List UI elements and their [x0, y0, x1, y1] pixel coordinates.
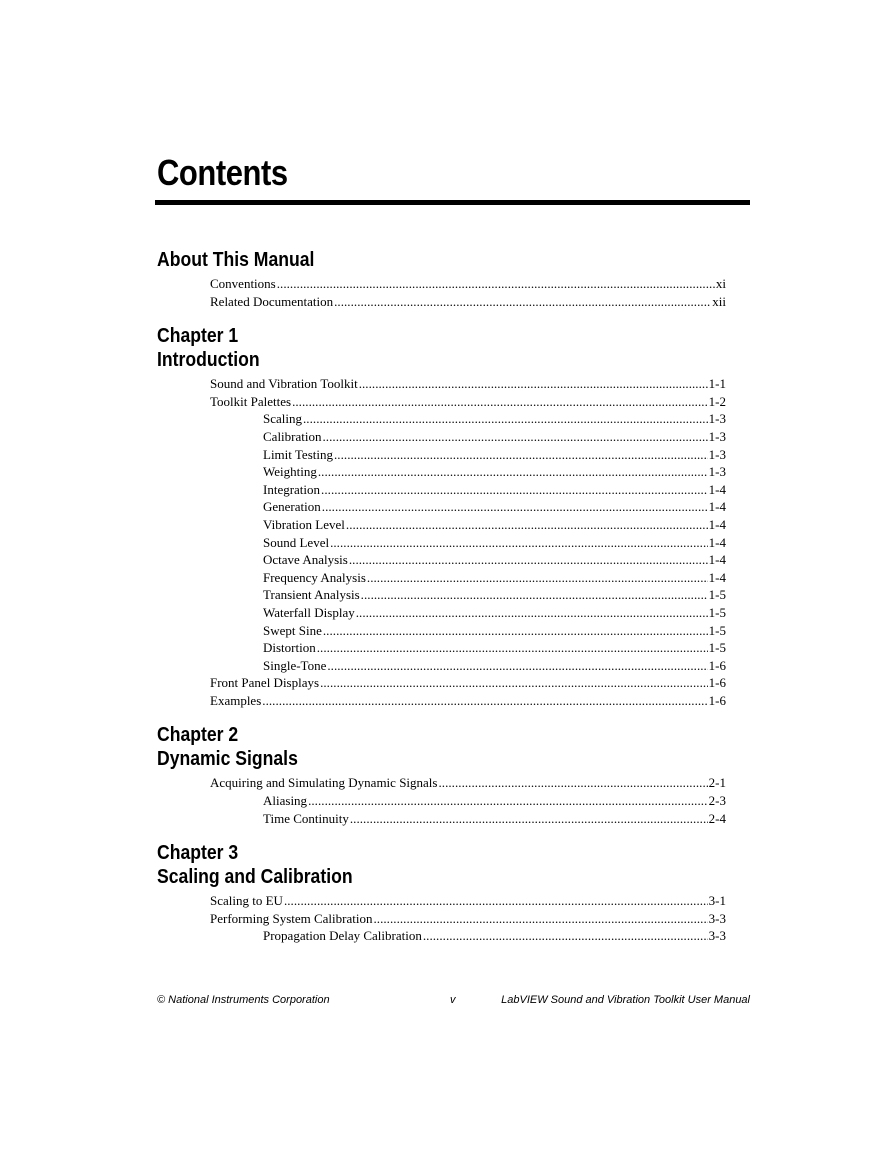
- dot-leader: [292, 393, 708, 411]
- toc-entry-label: Performing System Calibration: [210, 910, 373, 926]
- toc-entry-page: 1-6: [708, 675, 726, 691]
- toc-entry[interactable]: [263, 498, 726, 516]
- toc-entry-page: 1-3: [708, 411, 726, 427]
- toc-entry-page: 1-4: [708, 552, 726, 568]
- dot-leader: [327, 657, 707, 675]
- toc-entry[interactable]: [210, 910, 726, 928]
- toc-entry-page: 1-4: [708, 516, 726, 532]
- toc-entry[interactable]: [263, 516, 726, 534]
- toc-entry[interactable]: [263, 792, 726, 810]
- dot-leader: [334, 293, 711, 311]
- toc-entry-page: 2-4: [708, 810, 726, 826]
- toc-entry-label: Vibration Level: [263, 516, 345, 532]
- toc-entry-label: Toolkit Palettes: [210, 393, 292, 409]
- footer-copyright: © National Instruments Corporation: [157, 994, 330, 1006]
- toc-entry[interactable]: [263, 428, 726, 446]
- toc-entry-label: Scaling: [263, 411, 302, 427]
- toc-entry-label: Front Panel Displays: [210, 675, 320, 691]
- toc-entry-label: Examples: [210, 692, 262, 708]
- dot-leader: [308, 792, 708, 810]
- dot-leader: [323, 428, 708, 446]
- toc-entry-page: 1-1: [708, 376, 726, 392]
- toc-entry-label: Sound and Vibration Toolkit: [210, 376, 358, 392]
- dot-leader: [330, 534, 708, 552]
- toc-section: [157, 841, 750, 945]
- toc-entry[interactable]: [210, 275, 726, 293]
- toc-entry-page: 1-3: [708, 428, 726, 444]
- toc-entry-page: 1-4: [708, 499, 726, 515]
- dot-leader: [322, 498, 708, 516]
- toc-entry-label: Time Continuity: [263, 810, 349, 826]
- toc-entry-page: 1-4: [708, 481, 726, 497]
- dot-leader: [361, 586, 708, 604]
- title-rule: [155, 200, 750, 205]
- dot-leader: [323, 622, 708, 640]
- toc-entry[interactable]: [263, 534, 726, 552]
- dot-leader: [356, 604, 708, 622]
- toc-entry[interactable]: [263, 927, 726, 945]
- toc-entry-page: 1-2: [708, 393, 726, 409]
- dot-leader: [262, 692, 707, 710]
- toc-entry-label: Transient Analysis: [263, 587, 360, 603]
- dot-leader: [317, 639, 708, 657]
- toc-entry-label: Propagation Delay Calibration: [263, 928, 422, 944]
- toc-entry-page: 1-5: [708, 587, 726, 603]
- toc-entry[interactable]: [210, 892, 726, 910]
- dot-leader: [334, 446, 708, 464]
- toc-entry[interactable]: [210, 293, 726, 311]
- table-of-contents: [157, 248, 750, 959]
- toc-entry[interactable]: [263, 569, 726, 587]
- dot-leader: [367, 569, 708, 587]
- toc-entry-page: 1-3: [708, 464, 726, 480]
- toc-entry[interactable]: [210, 774, 726, 792]
- toc-entry[interactable]: [263, 463, 726, 481]
- toc-entry-label: Octave Analysis: [263, 552, 348, 568]
- dot-leader: [303, 410, 708, 428]
- toc-entry-label: Weighting: [263, 464, 317, 480]
- toc-entry-label: Generation: [263, 499, 321, 515]
- toc-entry-page: xi: [715, 276, 726, 291]
- dot-leader: [321, 481, 708, 499]
- toc-entry-page: 1-4: [708, 569, 726, 585]
- toc-entry-label: Aliasing: [263, 793, 308, 809]
- toc-entry-page: 1-3: [708, 446, 726, 462]
- dot-leader: [284, 892, 708, 910]
- toc-entry[interactable]: [210, 674, 726, 692]
- dot-leader: [277, 275, 715, 293]
- toc-entry-page: 1-6: [708, 692, 726, 708]
- toc-entry[interactable]: [263, 551, 726, 569]
- page-title: Contents: [157, 152, 288, 193]
- section-heading: Chapter 2: [157, 724, 239, 747]
- toc-entry-label: Frequency Analysis: [263, 569, 366, 585]
- toc-entry[interactable]: [263, 481, 726, 499]
- toc-entry-page: 2-3: [708, 793, 726, 809]
- toc-entry-page: 3-3: [708, 928, 726, 944]
- toc-entry[interactable]: [263, 810, 726, 828]
- section-heading: Chapter 1: [157, 325, 239, 348]
- section-heading: Dynamic Signals: [157, 748, 298, 771]
- dot-leader: [350, 810, 708, 828]
- toc-entry-label: Sound Level: [263, 534, 330, 550]
- dot-leader: [438, 774, 707, 792]
- toc-entry-page: 3-1: [708, 893, 726, 909]
- dot-leader: [318, 463, 708, 481]
- toc-entry-label: Calibration: [263, 428, 322, 444]
- toc-entry[interactable]: [210, 375, 726, 393]
- toc-entry[interactable]: [263, 586, 726, 604]
- toc-entry[interactable]: [263, 657, 726, 675]
- toc-entry-page: 1-5: [708, 622, 726, 638]
- toc-entry-page: xii: [712, 293, 726, 309]
- footer-page-number: v: [450, 994, 456, 1006]
- toc-entry-label: Limit Testing: [263, 446, 333, 462]
- toc-entry-label: Distortion: [263, 640, 316, 656]
- toc-entry[interactable]: [263, 622, 726, 640]
- toc-entry[interactable]: [263, 446, 726, 464]
- toc-entry-label: Acquiring and Simulating Dynamic Signals: [210, 775, 438, 791]
- toc-entry-page: 2-1: [708, 775, 726, 791]
- toc-entry[interactable]: [263, 410, 726, 428]
- toc-section: [157, 324, 750, 709]
- toc-entry-label: Integration: [263, 481, 321, 497]
- toc-entry-label: Swept Sine: [263, 622, 322, 638]
- section-heading: Chapter 3: [157, 842, 239, 865]
- section-heading: About This Manual: [157, 249, 315, 271]
- toc-entry[interactable]: [263, 604, 726, 622]
- footer-manual-title: LabVIEW Sound and Vibration Toolkit User Manual: [501, 994, 750, 1006]
- toc-entry-label: Scaling to EU: [210, 893, 283, 909]
- toc-entry-page: 3-3: [708, 910, 726, 926]
- dot-leader: [373, 910, 707, 928]
- section-heading: Scaling and Calibration: [157, 866, 353, 889]
- toc-entry[interactable]: [210, 393, 726, 411]
- dot-leader: [359, 375, 708, 393]
- toc-entry-label: Waterfall Display: [263, 604, 355, 620]
- toc-entry[interactable]: [210, 692, 726, 710]
- section-heading: Introduction: [157, 349, 260, 372]
- toc-section: [157, 248, 750, 310]
- dot-leader: [349, 551, 708, 569]
- dot-leader: [320, 674, 708, 692]
- toc-entry-label: Related Documentation: [210, 293, 334, 309]
- dot-leader: [346, 516, 708, 534]
- page-footer: [157, 994, 750, 1010]
- toc-entry-label: Conventions: [210, 276, 276, 291]
- toc-entry-page: 1-5: [708, 604, 726, 620]
- toc-entry-page: 1-4: [708, 534, 726, 550]
- toc-entry-page: 1-6: [708, 657, 726, 673]
- toc-entry[interactable]: [263, 639, 726, 657]
- toc-section: [157, 723, 750, 827]
- dot-leader: [423, 927, 708, 945]
- toc-entry-label: Single-Tone: [263, 657, 327, 673]
- toc-entry-page: 1-5: [708, 640, 726, 656]
